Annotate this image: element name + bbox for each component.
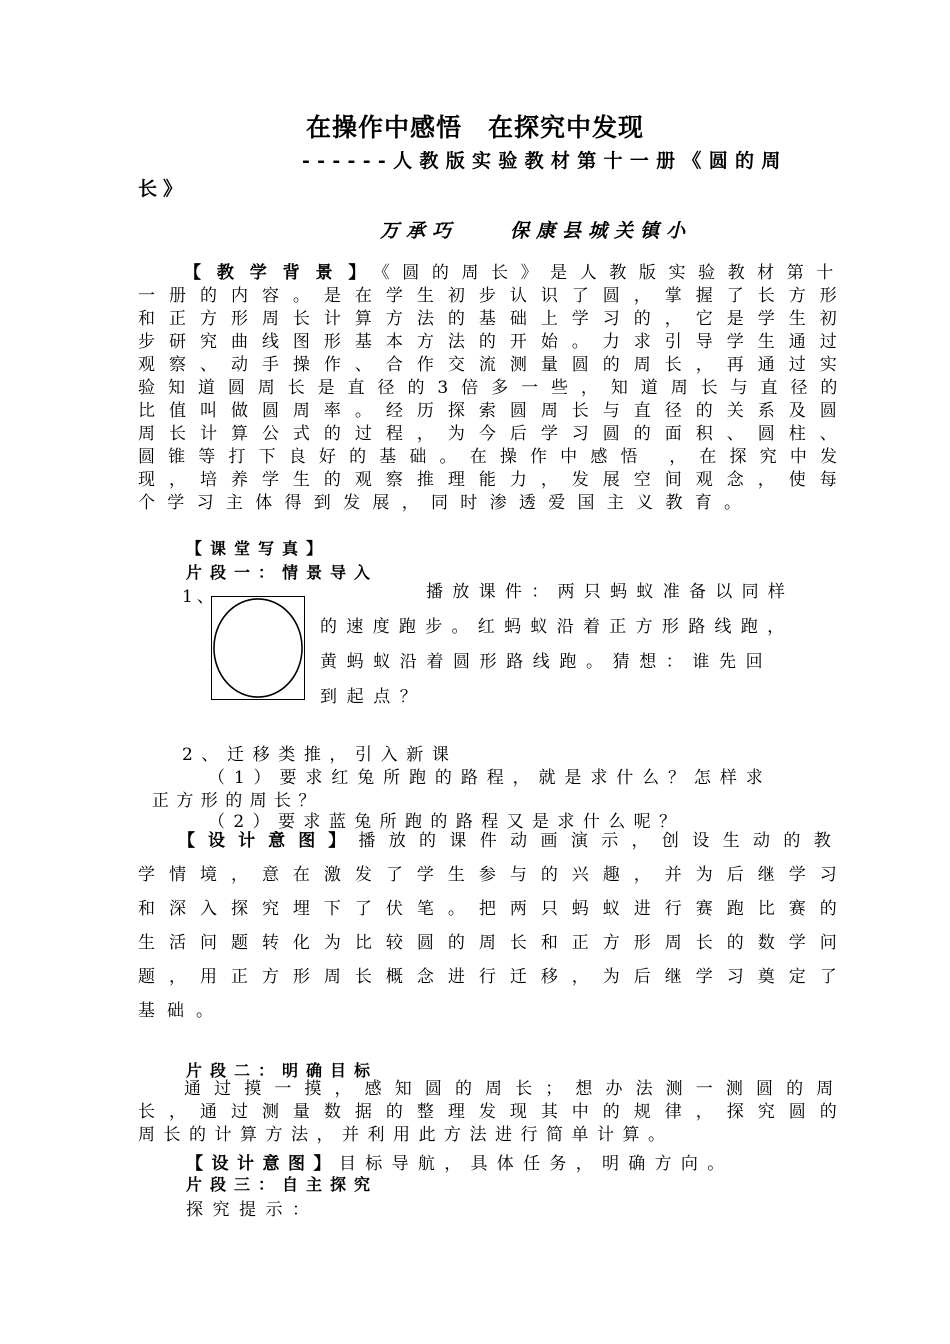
question1-line-2: 正方形的周长？ (152, 791, 323, 811)
background-line-10: 现，培养学生的观察推理能力，发展空间观念，使每 (138, 470, 840, 490)
intent1-line-5: 题，用正方形周长概念进行迁移，为后继学习奠定了 (138, 967, 840, 987)
item1-line-1: 播放课件：两只蚂蚁准备以同样 (426, 582, 795, 602)
background-line-9: 圆锥等打下良好的基础。在操作中感悟 ，在探究中发 (138, 447, 840, 467)
segment3-heading: 片段三：自主探究 (186, 1175, 379, 1194)
background-line-4: 步研究曲线图形基本方法的开始。力求引导学生通过 (138, 332, 840, 352)
document-title: 在操作中感悟 在探究中发现 (305, 113, 644, 142)
background-line-7: 比值叫做圆周率。经历探索圆周长与直径的关系及圆 (138, 401, 840, 421)
question2-text: （2）要求蓝兔所跑的路程又是求什么呢？ (208, 812, 685, 832)
intent1-line-6: 基础。 (138, 1001, 225, 1021)
segment2-line-3: 周长的计算方法，并利用此方法进行简单计算。 (138, 1125, 674, 1145)
segment2-line-1: 通过摸一摸，感知圆的周长；想办法测一测圆的周 (184, 1079, 840, 1099)
background-line-6: 验知道圆周长是直径的3倍多一些，知道周长与直径的 (138, 378, 840, 398)
segment1-heading: 片段一：情景导入 (186, 563, 379, 582)
segment2-body (138, 1078, 840, 1147)
item1-line-4: 到起点？ (320, 687, 427, 707)
background-line-11: 个学习主体得到发展，同时渗透爱国主义教育。 (138, 493, 754, 513)
background-line-5: 观察、动手操作、合作交流测量圆的周长，再通过实 (138, 355, 840, 375)
intent1-line-3: 和深入探究埋下了伏笔。把两只蚂蚁进行赛跑比赛的 (138, 899, 840, 919)
background-line-1: 【教学背景】《圆的周长》是人教版实验教材第十 (184, 263, 841, 283)
intent1-label: 【设计意图】 (178, 831, 359, 851)
intent1-line-1: 【设计意图】播放的课件动画演示，创设生动的教 (178, 831, 840, 851)
intent2-text: 目标导航，具体任务，明确方向。 (339, 1154, 734, 1174)
segment2-heading: 片段二：明确目标 (186, 1061, 379, 1080)
item1-line-2: 的速度跑步。红蚂蚁沿着正方形路线跑， (320, 617, 794, 637)
design-intent-2 (186, 1149, 734, 1174)
background-label: 【教学背景】 (184, 263, 382, 283)
segment3-hint: 探究提示： (186, 1200, 319, 1220)
question1-line-1: （1）要求红兔所跑的路程，就是求什么？怎样求 (208, 768, 772, 788)
item1-line-3: 黄蚂蚁沿着圆形路线跑。猜想：谁先回 (320, 652, 773, 672)
item1-number: 1、 (182, 587, 218, 607)
subtitle-line-2: 长》 (138, 178, 189, 200)
classroom-heading: 【课堂写真】 (186, 539, 331, 558)
background-line-2: 一册的内容。是在学生初步认识了圆，掌握了长方形 (138, 286, 840, 306)
subtitle-line-1: ------人教版实验教材第十一册《圆的周 (302, 150, 788, 172)
design-intent-1 (138, 824, 840, 1028)
author-line: 万承巧 保康县城关镇小 (380, 220, 693, 242)
segment2-line-2: 长，通过测量数据的整理发现其中的规律，探究圆的 (138, 1102, 840, 1122)
intent1-line-2: 学情境，意在激发了学生参与的兴趣，并为后继学习 (138, 865, 840, 885)
square-track-figure (211, 596, 305, 700)
background-line-8: 周长计算公式的过程，为今后学习圆的面积、圆柱、 (138, 424, 840, 444)
circle-track-figure (212, 597, 304, 699)
item2-text: 2、迁移类推，引入新课 (182, 745, 458, 765)
background-line-3: 和正方形周长计算方法的基础上学习的，它是学生初 (138, 309, 840, 329)
item1-text (320, 582, 860, 722)
intent2-label: 【设计意图】 (186, 1154, 339, 1174)
background-section (138, 262, 840, 515)
intent1-line-4: 生活问题转化为比较圆的周长和正方形周长的数学问 (138, 933, 840, 953)
